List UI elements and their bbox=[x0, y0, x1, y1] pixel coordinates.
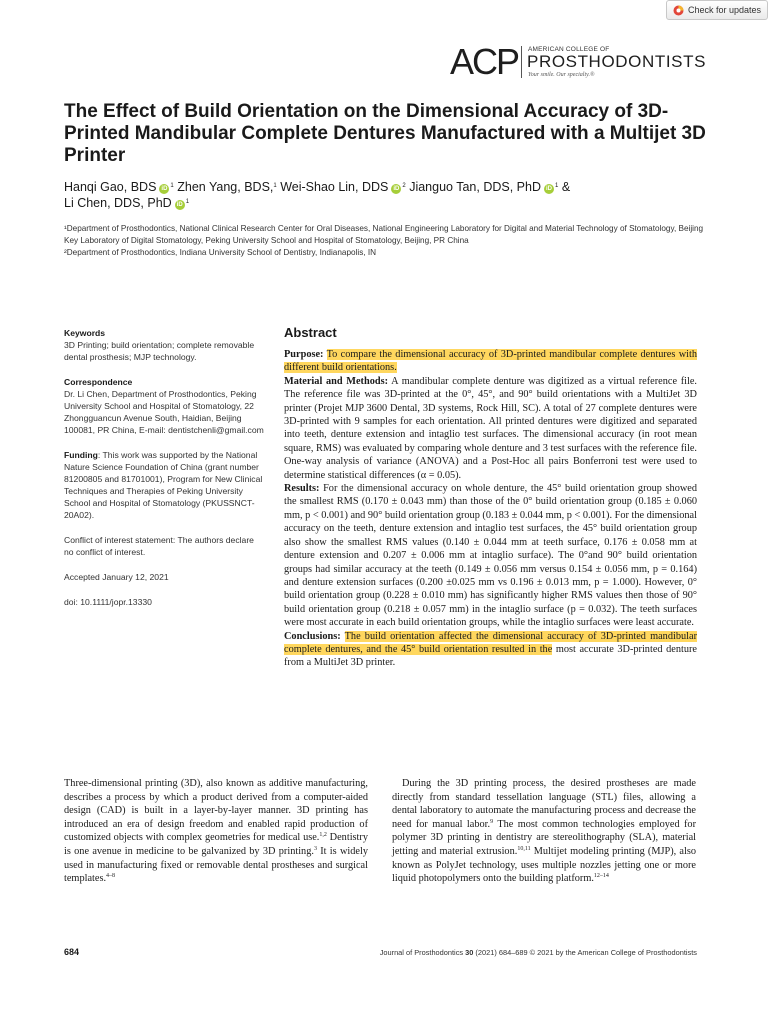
results-label: Results: bbox=[284, 483, 320, 495]
body-text: The most common technologies employed for polymer 3D printing in dentistry are stereolithography (SLA), material jetting and material extrusion. bbox=[392, 818, 697, 857]
funding-heading: Funding bbox=[64, 450, 98, 460]
body-text: It is widely used in manufacturing fixed or removable dental prostheses and surgical templates. bbox=[64, 845, 368, 885]
journal-citation-footer bbox=[336, 948, 697, 957]
body-text: Dentistry is one avenue in medicine to be galvanized by 3D printing. bbox=[64, 832, 368, 857]
abstract-purpose bbox=[284, 348, 697, 375]
author-name: Jianguo Tan, DDS, PhD bbox=[409, 180, 541, 194]
author-affil-sup: 1 bbox=[273, 183, 277, 189]
logo-big-line: PROSTHODONTISTS bbox=[527, 52, 707, 71]
orcid-icon[interactable]: iD bbox=[393, 186, 400, 192]
author-affil-sup: 1 bbox=[554, 183, 559, 189]
citation-ref[interactable]: 1,2 bbox=[319, 832, 327, 839]
orcid-icon[interactable]: iD bbox=[161, 186, 168, 192]
author-name: Hanqi Gao, BDS bbox=[64, 180, 157, 194]
keywords-text: 3D Printing; build orientation; complete removable dental prosthesis; MJP technology. bbox=[64, 340, 255, 362]
orcid-icon[interactable]: iD bbox=[545, 186, 552, 192]
crossmark-icon bbox=[673, 5, 684, 16]
orcid-icon[interactable]: iD bbox=[176, 202, 183, 208]
author-affil-sup: 2 bbox=[402, 183, 406, 189]
funding-text: : This work was supported by the National Nature Science Foundation of China (grant number 81200805 and 81701001), Program for New Clinical Techniques and Therapies of Peking University School and Hospital of Stomatology (PKUSSNCT-20A02). bbox=[64, 450, 263, 520]
abstract-conclusions bbox=[284, 630, 697, 670]
doi-link[interactable]: doi: 10.1111/jopr.13330 bbox=[64, 597, 152, 607]
citation-ref[interactable]: 4–8 bbox=[106, 873, 116, 880]
author-name: Li Chen, DDS, PhD bbox=[64, 196, 172, 210]
funding-paragraph bbox=[64, 449, 264, 521]
logo-acronym: ACP bbox=[450, 41, 519, 82]
check-for-updates-label: Check for updates bbox=[688, 5, 762, 15]
affiliation-1: ¹Department of Prosthodontics, National Clinical Research Center for Oral Diseases, National Engineering Laboratory for Digital and Material Technology of Stomatology, Beijing Key Laboratory of Digital Stomatology, Peking University School and Hospital of Stomatology, Beijing, PR China bbox=[64, 224, 704, 245]
correspondence-text: Dr. Li Chen, Department of Prosthodontics, Peking University School and Hospital of Stomatology, 22 Zhongguancun Avenue South, Haidian, Beijing 100081, PR China, E-mail: dentistchenli@gmail.com bbox=[64, 389, 264, 435]
body-text: Three-dimensional printing (3D), also known as additive manufacturing, describes a process by which a product derived from a computer-aided design (CAD) is built in a layer-by-layer manner. 3D printing has introduced an era of design freedom and enabled rapid production of customized objects with complex geometries for medical use. bbox=[64, 778, 368, 844]
affiliations bbox=[64, 223, 714, 259]
conclusions-text: most accurate 3D-printed denture from a MultiJet 3D printer. bbox=[284, 643, 698, 669]
methods-text: A mandibular complete denture was digitized as a virtual reference file. The reference file was 3D-printed at the 0°, 45°, and 90° build orientations with a MultiJet 3D printer (Projet MJP 3600 Dental, 3D systems, Rock Hill, SC). A total of 27 complete dentures were 3D-printed with 9 samples for each orientation. All printed dentures were digitized and separated into teeth, denture extension and intaglio test surfaces. The dimensional accuracy (in root mean square, RMS) was evaluated by comparing whole denture and 3 test surfaces with the reference file. One-way analysis of variance (ANOVA) and a Post-Hoc all pairs Bonferroni test were used to determine statistical differences (α = 0.05). bbox=[284, 375, 697, 481]
conclusions-text-highlighted: The build orientation affected the dimensional accuracy of 3D-printed mandibular complete dentures, and the 45° build orientation resulted in the bbox=[284, 630, 697, 655]
article-info-sidebar bbox=[64, 327, 264, 608]
abstract-heading: Abstract bbox=[284, 325, 337, 340]
body-text: During the 3D printing process, the desired prostheses are made directly from standard tessellation language (STL) files, allowing a dental laboratory to automate the manufacturing process and decrease the need for manual labor. bbox=[392, 778, 696, 830]
journal-pages-copyright: (2021) 684–689 © 2021 by the American College of Prosthodontists bbox=[473, 948, 697, 957]
author-list bbox=[64, 179, 704, 211]
conflict-statement: Conflict of interest statement: The authors declare no conflict of interest. bbox=[64, 535, 254, 557]
citation-ref[interactable]: 9 bbox=[490, 818, 494, 825]
methods-label: Material and Methods: bbox=[284, 375, 389, 387]
intro-paragraph-2 bbox=[392, 777, 696, 886]
results-text: For the dimensional accuracy on whole denture, the 45° build orientation group showed the smallest RMS (0.170 ± 0.043 mm) than those of the 0° build orientation group (0.185 ± 0.060 mm, p < 0.001) and 90° build orientation group (0.183 ± 0.044 mm, p < 0.001). For the dimensional accuracy on the teeth, denture extension and intaglio test surfaces, the 45° build orientation group also show the smallest RMS values (0.140 ± 0.044 mm at teeth surface, 0.176 ± 0.058 mm at denture extension and 0.207 ± 0.006 mm at intaglio surface). The 0°and 90° build orientation groups had similar accuracy at the teeth (0.149 ± 0.056 mm versus 0.154 ± 0.056 mm, p = 0.164) and denture extension surfaces (0.200 ±0.025 mm vs 0.196 ± 0.013 mm, p = 1.000). However, 0° build orientation group (0.228 ± 0.010 mm) has significantly higher RMS values then those of 90° build orientation group (0.218 ± 0.057 mm) in the intaglio surface (p = 0.032). The teeth surfaces were most accurate in each build orientation groups, while the intaglio surfaces were least accurate. bbox=[284, 483, 697, 629]
citation-ref[interactable]: 3 bbox=[313, 845, 317, 852]
abstract-methods bbox=[284, 375, 697, 482]
author-name: Zhen Yang, BDS, bbox=[177, 180, 274, 194]
author-affil-sup: 1 bbox=[185, 199, 190, 205]
logo-small-line: AMERICAN COLLEGE OF bbox=[528, 46, 610, 53]
intro-paragraph-1 bbox=[64, 777, 368, 886]
page-number: 684 bbox=[64, 947, 80, 957]
article-title: The Effect of Build Orientation on the Dimensional Accuracy of 3D-Printed Mandibular Complete Dentures Manufactured with a Multijet 3D Printer bbox=[64, 101, 706, 166]
purpose-label: Purpose: bbox=[284, 349, 324, 360]
purpose-text-highlighted: To compare the dimensional accuracy of 3D-printed mandibular complete dentures with different build orientations. bbox=[284, 349, 697, 374]
author-name: Wei-Shao Lin, DDS bbox=[280, 180, 389, 194]
body-column-right bbox=[392, 777, 696, 886]
abstract-body bbox=[284, 348, 697, 670]
author-ampersand: & bbox=[561, 180, 571, 194]
keywords-heading: Keywords bbox=[64, 328, 106, 338]
abstract-results bbox=[284, 482, 697, 629]
logo-tagline: Your smile. Our specialty.® bbox=[528, 72, 595, 78]
correspondence-heading: Correspondence bbox=[64, 377, 133, 387]
author-affil-sup: 1 bbox=[170, 183, 174, 189]
conclusions-label: Conclusions: bbox=[284, 630, 341, 642]
affiliation-2: ²Department of Prosthodontics, Indiana University School of Dentistry, Indianapolis, IN bbox=[64, 248, 377, 257]
citation-ref[interactable]: 12–14 bbox=[593, 873, 609, 880]
body-text: Multijet modeling printing (MJP), also known as PolyJet technology, uses multiple nozzles jetting one or more liquid photopolymers onto the building platform. bbox=[392, 845, 697, 885]
citation-ref[interactable]: 10,11 bbox=[517, 845, 531, 852]
journal-volume: 30 bbox=[465, 948, 474, 957]
accepted-date: Accepted January 12, 2021 bbox=[64, 572, 169, 582]
check-for-updates-button[interactable] bbox=[666, 0, 768, 20]
body-column-left bbox=[64, 777, 368, 886]
logo-divider bbox=[521, 46, 522, 78]
journal-name: Journal of Prosthodontics bbox=[379, 948, 466, 957]
